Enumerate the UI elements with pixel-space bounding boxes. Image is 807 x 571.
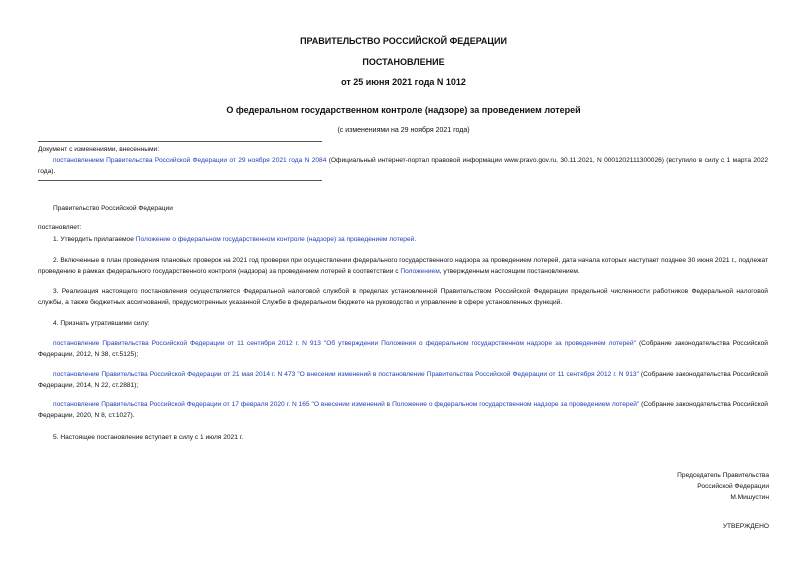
repealed-2 — [38, 369, 768, 391]
signature-position: Председатель Правительства — [677, 472, 769, 479]
repealed-3-source: (Собрание законодательства Российской Федерации, 2020, N 8, ст.1027). — [38, 401, 768, 419]
repealed-1 — [38, 338, 768, 360]
regulation-short-link[interactable]: Положением — [400, 268, 440, 275]
item-2-text: 2. Включенные в план проведения плановых проверок на 2021 год проверки при осуществлении федерального государственного надзора за проведением лотерей, дата начала которых наступает позднее 30 июня 2021 г., подлежат проведению в рамках федерального государственного контроля (надзора) за проведением лотерей в соответствии с — [38, 257, 768, 275]
repealed-2-link[interactable]: постановление Правительства Российской Федерации от 21 мая 2014 г. N 473 "О внесении изменений в постановление Правительства Российской Федерации от 11 сентября 2012 г. N 913" — [53, 371, 639, 378]
date-number: от 25 июня 2021 года N 1012 — [341, 77, 466, 87]
repealed-2-source: (Собрание законодательства Российской Федерации, 2014, N 22, ст.2881); — [38, 371, 768, 389]
item-2 — [38, 255, 768, 277]
changes-intro: Документ с изменениями, внесенными: — [38, 146, 160, 153]
changes-text — [38, 155, 768, 177]
government-line: Правительство Российской Федерации — [53, 205, 173, 212]
document-title: О федеральном государственном контроле (надзоре) за проведением лотерей — [226, 105, 581, 115]
item-1-end: . — [414, 236, 417, 243]
resolves-line: постановляет: — [38, 224, 82, 231]
item-3: 3. Реализация настоящего постановления осуществляется Федеральной налоговой службой в пределах установленной Правительством Российской Федерации предельной численности работников Федеральной налоговой службы, а также бюджетных ассигнований, предусмотренных указанной Службе в федеральном бюджете на руководство и управление в сфере установленных функций. — [38, 288, 768, 306]
repealed-3-link[interactable]: постановление Правительства Российской Федерации от 17 февраля 2020 г. N 165 "О внесении изменений в Положение о федеральном государственном надзоре за проведением лотерей" — [53, 401, 640, 408]
signature-country: Российской Федерации — [697, 483, 769, 490]
item-5: 5. Настоящее постановление вступает в силу с 1 июля 2021 г. — [53, 434, 244, 441]
changes-block — [38, 144, 768, 177]
repealed-3 — [38, 399, 768, 421]
amendment-details: (Официальный интернет-портал правовой информации www.pravo.gov.ru, 30.11.2021, N 0001202111300026) (вступило в силу с 1 марта 2022 года). — [38, 157, 768, 175]
regulation-link[interactable]: Положение о федеральном государственном контроле (надзоре) за проведением лотерей — [135, 236, 415, 243]
repealed-1-source: (Собрание законодательства Российской Федерации, 2012, N 38, ст.5125); — [38, 340, 768, 358]
item-1-text: 1. Утвердить прилагаемое — [53, 236, 136, 243]
signature-name: М.Мишустин — [730, 494, 769, 501]
repealed-1-link[interactable]: постановление Правительства Российской Федерации от 11 сентября 2012 г. N 913 "Об утверждении Положения о федеральном государственном надзоре за проведением лотерей" — [53, 340, 636, 347]
amendment-note: (с изменениями на 29 ноября 2021 года) — [337, 127, 470, 134]
item-4: 4. Признать утратившими силу: — [53, 320, 150, 327]
signature-block — [677, 470, 769, 503]
item-1 — [38, 234, 768, 245]
approved-label: УТВЕРЖДЕНО — [722, 523, 769, 530]
amendment-link[interactable]: постановлением Правительства Российской Федерации от 29 ноября 2021 года N 2084 — [53, 157, 327, 164]
doc-type-heading: ПОСТАНОВЛЕНИЕ — [362, 57, 445, 67]
item-2-end: , утвержденным настоящим постановлением. — [439, 268, 580, 275]
divider-bottom — [38, 180, 322, 181]
org-heading: ПРАВИТЕЛЬСТВО РОССИЙСКОЙ ФЕДЕРАЦИИ — [300, 36, 507, 46]
divider-top — [38, 141, 322, 142]
